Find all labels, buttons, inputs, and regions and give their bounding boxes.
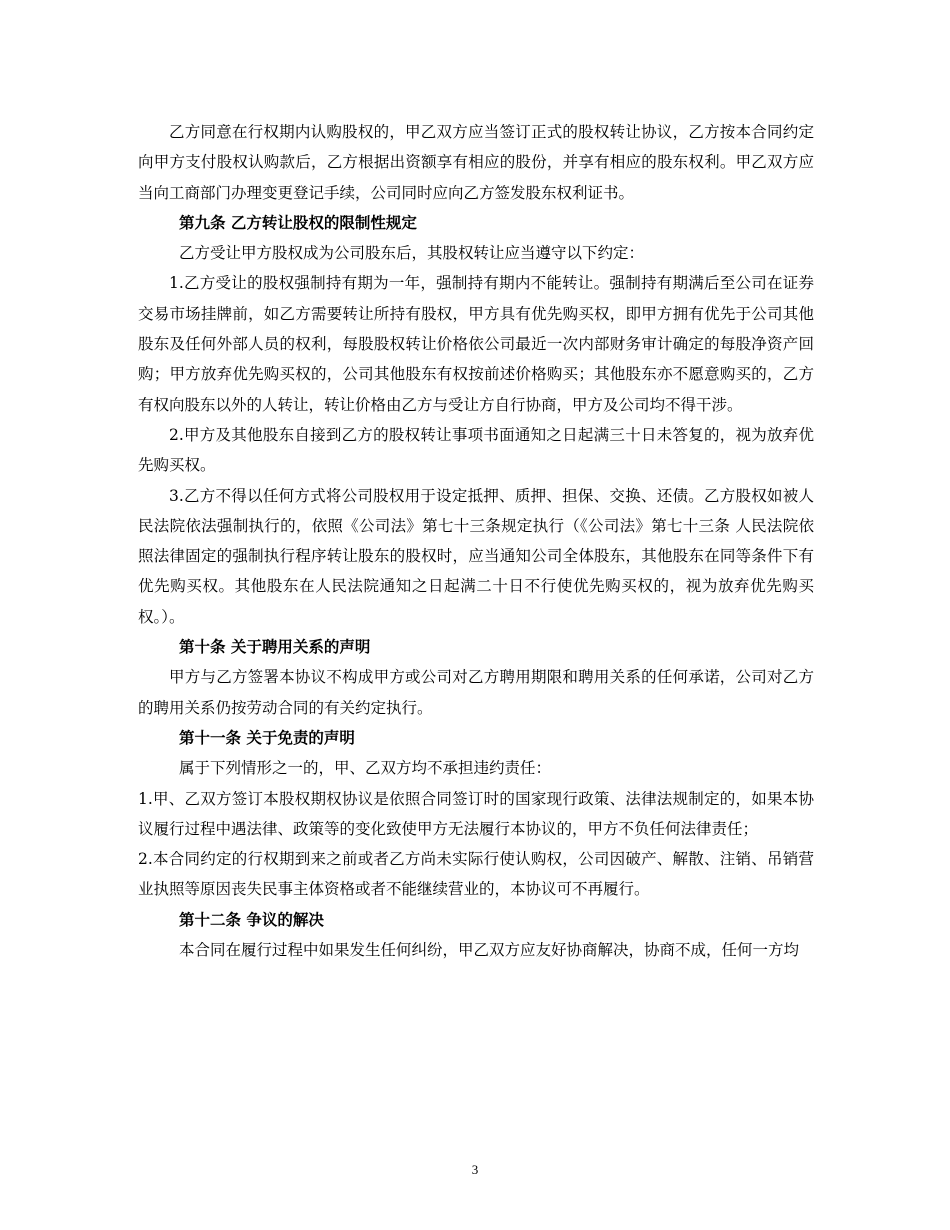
paragraph-subscription: 乙方同意在行权期内认购股权的，甲乙双方应当签订正式的股权转让协议，乙方按本合同约定向甲方支付股权认购款后，乙方根据出资额享有相应的股份，并享有相应的股东权利。甲乙双方应当向工商部门办理变更登记手续，公司同时应向乙方签发股东权利证书。 xyxy=(138,123,814,202)
page-number: 3 xyxy=(471,1162,479,1177)
paragraph-article-11-intro: 属于下列情形之一的，甲、乙双方均不承担违约责任： xyxy=(179,759,552,778)
paragraph-article-12: 本合同在履行过程中如果发生任何纠纷，甲乙双方应友好协商解决，协商不成，任何一方均 xyxy=(179,941,800,960)
paragraph-article-11-item-1: 1.甲、乙双方签订本股权期权协议是依照合同签订时的国家现行政策、法律法规制定的，如果本协议履行过程中遇法律、政策等的变化致使甲方无法履行本协议的，甲方不负任何法律责任； xyxy=(138,789,814,838)
heading-article-12: 第十二条 争议的解决 xyxy=(179,909,324,929)
paragraph-article-9-item-1: 1.乙方受让的股权强制持有期为一年，强制持有期内不能转让。强制持有期满后至公司在证券交易市场挂牌前，如乙方需要转让所持有股权，甲方具有优先购买权，即甲方拥有优先于公司其他股东及任何外部人员的权利，每股股权转让价格依公司最近一次内部财务审计确定的每股净资产回购；甲方放弃优先购买权的，公司其他股东有权按前述价格购买；其他股东亦不愿意购买的，乙方有权向股东以外的人转让，转让价格由乙方与受让方自行协商，甲方及公司均不得干涉。 xyxy=(138,274,814,414)
paragraph-article-11-item-2: 2.本合同约定的行权期到来之前或者乙方尚未实际行使认购权，公司因破产、解散、注销、吊销营业执照等原因丧失民事主体资格或者不能继续营业的，本协议可不再履行。 xyxy=(138,850,814,899)
paragraph-article-9-item-3: 3.乙方不得以任何方式将公司股权用于设定抵押、质押、担保、交换、还债。乙方股权如被人民法院依法强制执行的，依照《公司法》第七十三条规定执行（《公司法》第七十三条 人民法院依照法律固定的强制执行程序转让股东的股权时，应当通知公司全体股东，其他股东在同等条件下有优先购买权。其他股东在人民法院通知之日起满二十日不行使优先购买权的，视为放弃优先购买权。）。 xyxy=(138,486,814,626)
document-body xyxy=(138,117,814,965)
paragraph-article-9-intro: 乙方受让甲方股权成为公司股东后，其股权转让应当遵守以下约定： xyxy=(179,244,645,263)
heading-article-9: 第九条 乙方转让股权的限制性规定 xyxy=(179,212,417,232)
paragraph-article-10: 甲方与乙方签署本协议不构成甲方或公司对乙方聘用期限和聘用关系的任何承诺，公司对乙方的聘用关系仍按劳动合同的有关约定执行。 xyxy=(138,668,814,717)
heading-article-11: 第十一条 关于免责的声明 xyxy=(179,727,355,747)
heading-article-10: 第十条 关于聘用关系的声明 xyxy=(179,637,371,657)
paragraph-article-9-item-2: 2.甲方及其他股东自接到乙方的股权转让事项书面通知之日起满三十日未答复的，视为放弃优先购买权。 xyxy=(138,425,814,475)
